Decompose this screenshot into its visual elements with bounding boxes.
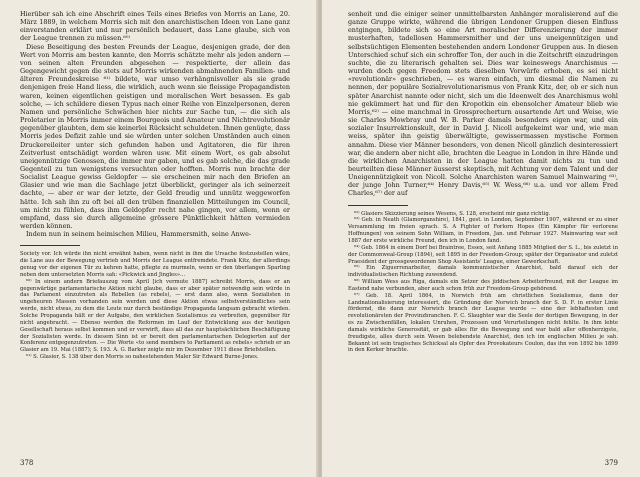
body-paragraph: Hierüber sah ich eine Abschrift eines Teils eines Briefes von Morris an Lane, 20. März 1889, in welchem Morris sich mit den anarchistischen Ideen von Lane ganz einverstanden erklärt und nur persönlich bedauert, dass Lane glaube, sich von der League trennen zu müssen.⁶⁰⁾ (20, 10, 290, 43)
footnote: ⁶³⁾ Geb. in Neath (Glamorganshire), 1841, gest. in London, September 1907, während er zu einer Versammlung im freien sprach. S. A Fighter of Forlorn Hopes (Ein Kämpfer für verlorene Hoffnungen) von seinem Sohn William, in Freedom, Jan. und Februar 1927. Mainwaring war seit 1887 der erste wirkliche Freund, den ich in London fand. (348, 217, 618, 244)
right-page (322, 0, 640, 477)
footnote-rule (20, 245, 80, 246)
footnote: ⁶⁴⁾ Geb. 1864 in einem Dorf bei Braintree, Essex, seit Anfang 1885 Mitglied der S. L., bis zuletzt in der Commonweal-Group (1894), seit 1895 in der Freedom-Group; später der Organisator und zuletzt Praesident der grossgewordenen Shop Assistants' League, einer Gewerkschaft. (348, 244, 618, 265)
page-number-left: 378 (20, 459, 34, 467)
left-page-column (20, 10, 290, 361)
right-page-body (348, 10, 618, 198)
footnote: ⁶⁵⁾ Ein Ziguerrenarbeiter, damals kommunistischer Anarchist, bald darauf sich der individualistischen Richtung zuwendend. (348, 265, 618, 279)
body-paragraph: senheit und die einiger seiner unmittelbarsten Anhänger moralisierend auf die ganze Gruppe wirkte, während die übrigen Londoner Gruppen diesen Einfluss entgingen, bildete sich so eine Art moralischer Differenzierung der immer musterhaften, tadellosen Hammersmither und der uns uneigennützigen und selbstsüchtigen Elementen bestehenden andern Londoner Gruppen aus. In diesen Unterschied schuf sich ein schroffer Ton, der auch in die Zeitschrift einzudringen suchte, die zu literarisch gehalten sei. Dies war keineswegs Anarchismus — wurden doch gegen Freedom stets dieselben Vorwürfe erhoben, es sei nicht «revolutionär» geschrieben, — es waren einfach, um diesmal die Namen zu nennen, der populäre Sozialrevolutionarismus von Frank Kitz, der, ob er sich nun später Anarchist nannte oder nicht, sich um die Ideenwelt des Anarchismus wohl nie gekümmert hat und für den Kropotkin ein ebensolcher Amateur blieb wie Morris,⁶²⁾ — eine manchmal in Grossprecherturn ausartende Art und Weise, wie sie Charles Mowbray und W. B. Parker damals besonders eigen war, und ein sozialer Insurrektionskult, der in David J. Nicoll aufgekeimt war und, wie man weiss, später ihn geistig überwältigte, gewissermassen mystische Formen annahm. Diese vier Männer besonders, von denen Nicoll gänzlich desinteressiert war, die andern aber nicht alle, brachten die League in London in ihre Hände und die wirklichen Anarchisten in der League hatten damit nichts zu tun und beurteilten diese Männer äusserst skeptisch, mit Achtung vor dem Talent und der Uneigennützigkeit von Nicoll. Solche Anarchisten waren Samuel Mainwaring ⁶³⁾, der junge John Turner,⁶⁴⁾ Henry Davis,⁶⁵⁾ W. Wess,⁶⁶⁾ u.a. und vor allem Fred Charles,⁶⁷⁾ der auf (348, 10, 618, 198)
body-paragraph: Diese Beseitigung des besten Freunds der League, desjenigen grade, der den Wert von Morris am besten kannte, den Morris schätzte mehr als jeden andern — von seinen alten Freunden abgesehen — respektierte, der allein das Gegengewicht gegen die stets auf Morris wirkenden abmahnenden Familien- und älteren Freundeskreise ⁶¹⁾ bildete, war umso verhängnisvoller als sie grade denjenigen freie Hand liess, die wirklich, auch wenn sie fleissige Propagandisten waren, keinen eigentlichen geistigen und moralischen Wert besassen. Es gab solche, — ich schildere diesen Typus nach einer Reihe von Einzelpersonen, deren Namen und persönliche Schwächen hier nichts zur Sache tun, — die sich als Proletarier in Morris immer einem Bourgeois und Amateur und Nichtrevolutionär gegenüber glaubten, dem sie keinerlei Rücksicht schuldeten. Ihnen genügte, dass Morris jedes Defizit zahle und sie würden unter solchen Umständen auch einen Druckereileiter unter sich gefunden haben und Agitatoren, die für ihren Zeitverlust entschädigt worden wären usw. Mit einem Wort, es gab absolut uneigennützige Genossen, die immer nur gaben, und es gab solche, die das grade Gegenteil zu tun wenigstens versuchten oder hofften. Morris nun brachte der Socialist League gewiss Geldopfer — sie erscheinen mir nach den Briefen an Glasier und wie man die Sachlage jetzt überblickt, geringer als ich seinerzeit dachte, — aber er war der letzte, der Geld freudig und unnütz weggeworfen hätte. Ich sah ihn zu oft bei all den trüben finanziellen Mitteilungen im Council, um nicht zu fühlen, dass ihm Geldopfer recht nahe gingen, vor allem, wenn er empfand, dass sie durch allgemeine grössere Pünktlichkeit hätten vermieden werden können. (20, 42, 290, 231)
left-page (0, 0, 318, 477)
left-page-footnotes (20, 251, 290, 361)
footnote: ⁶¹⁾ S. Glasier, S. 138 über den Morris so nahestehenden Maler Sir Edward Burne-Jones. (26, 354, 259, 361)
footnote-rule (348, 205, 408, 206)
footnote: ⁶⁷⁾ Geb. 18. April 1864, in Norwich früh am christlichen Sozialismus, dann der Landnationalisierung interessiert, die Gründung der Norwich branch der S. D. F. in erster Linie fördernd, die dann zur Norwich branch der League wurde — eine der lebhaftesten und revolutionärsten der Provinzbranchen. F. C. Slaughter war die Seele der dortigen Bewegung, in der es zu Zwischenfällen, lokalen Unruhen, Prozessen und Verurteilungen nicht fehlte. In ihm lebte damals wirkliche Generosität, er gab alles für die Bewegung und war bald aller offenherzigste, freudigste, alles durch sein Wesen belebendste Anarchist, den ich im englischen Milieu je sah. Bekannt ist sein tragisches Schicksal als Opfer des Provokateurs Coulon, das ihn von 1892 bis 1899 in den Kerker brachte. (348, 292, 618, 354)
left-page-body (20, 10, 290, 238)
footnote: ⁶⁶⁾ William Wess aus Riga, damals ein Setzer des jiddischen Arbeiterfreund, mit der League im Eastend nahe verbunden, aber auch schon früh zur Freedom-Group gehörend. (348, 279, 618, 292)
page-number-right: 379 (604, 459, 618, 467)
right-page-footnotes (348, 211, 618, 355)
body-paragraph: Indem nun in seinem heimischen Milieu, Hammersmith, seine Anwe- (26, 230, 252, 239)
right-page-column (348, 10, 618, 354)
footnote: ⁶²⁾ Glasiers Skizzierung seines Wesens, S. 128, erscheint mir ganz richtig. (354, 210, 551, 217)
footnote: Society vor. Ich würde ihn nicht erwähnt haben, wenn nicht in ihm die Ursache festzustellen wäre, die Lane aus der Bewegung vertrieb und Morris der League entfremdete. Frank Kitz, der allerdings genug vor der eigenen Tür zu kehren hatte, pflegte zu murmeln, wenn er den überlangen Sparling neben dem untersetzten Morris sah: «Pickwick and Jingles»… (20, 251, 290, 278)
footnote: ⁶⁰⁾ In einem andern Briefauszug vom April [ich vermute 1887] schreibt Morris, dass er an gegenwärtige parlamentarische Aktion nicht glaube, dass er aber später notwendig sein würde in das Parlament einzutreten als Rebellen (as rebels), — erst dann also, wenn Sozialisten in ungeheuren Massen vorhanden sein werden und diese Aktion etwas selbstverständliches sein werde, nicht etwas, zu dem die Leute nur durch beständige Propaganda langsam gebracht würden. Solche Propaganda hält er der Aufgabe, den wirklichen Sozialismus zu verbreiten, gegenüber für nicht angebracht. — Ebenso werden die Reformen im Lauf der Entwicklung aus der heutigen Gesellschaft heraus selbst kommen und er verwirft, dass all das zur hauptsächlichen Beschäftigung der Sozialisten werde. In diesem Sinn ist er bereit den parlamentarischen Delegierten auf der Konferenz entgegenzutreten. — Die Worte «to send members to Parliament as rebels» schrieb er an Glasier am 19. Mai (1887); S. 193. A. G. Barker zeigte mir im Dezember 1911 diese Briefstellen. (20, 278, 290, 354)
